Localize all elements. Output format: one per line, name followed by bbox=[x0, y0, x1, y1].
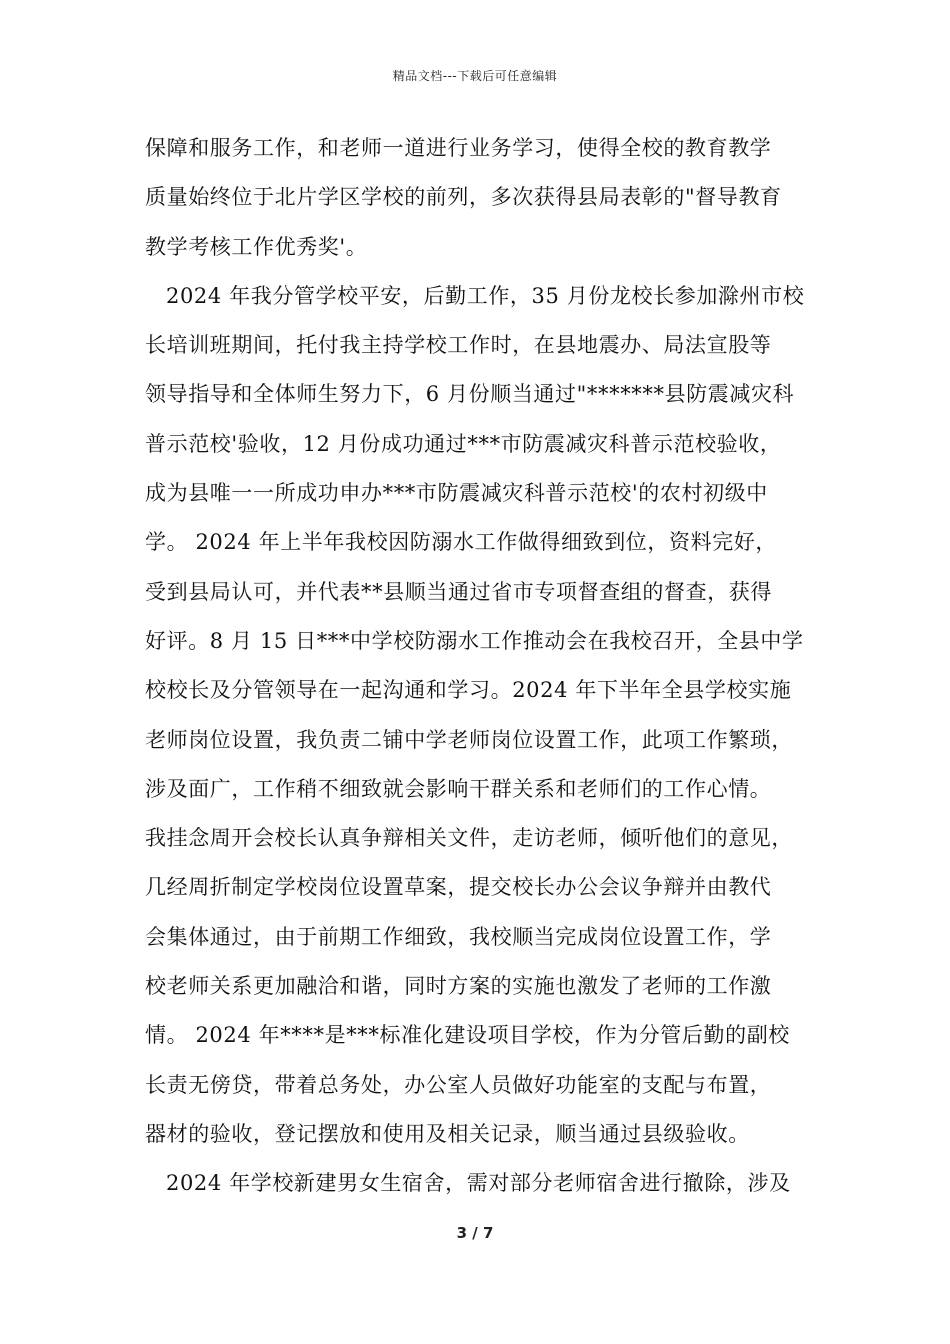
paragraph-start-line: 2024 年学校新建男女生宿舍，需对部分老师宿舍进行撤除，涉及 bbox=[166, 1171, 791, 1196]
text-line: 涉及面广，工作稍不细致就会影响干群关系和老师们的工作心情。 bbox=[145, 776, 772, 801]
paragraph-start-line: 2024 年我分管学校平安，后勤工作，35 月份龙校长参加滁州市校 bbox=[166, 283, 805, 308]
text-line: 教学考核工作优秀奖'。 bbox=[145, 234, 368, 259]
document-body bbox=[145, 124, 825, 1209]
text-line: 我挂念周开会校长认真争辩相关文件，走访老师，倾听他们的意见， bbox=[145, 826, 793, 851]
text-line: 学。 2024 年上半年我校因防溺水工作做得细致到位，资料完好， bbox=[145, 530, 777, 555]
text-line: 领导指导和全体师生努力下，6 月份顺当通过"*******县防震减灾科 bbox=[145, 382, 795, 407]
text-line: 校老师关系更加融洽和谐，同时方案的实施也激发了老师的工作激 bbox=[145, 974, 772, 999]
text-line: 受到县局认可，并代表**县顺当通过省市专项督查组的督查，获得 bbox=[145, 579, 772, 604]
text-line: 质量始终位于北片学区学校的前列，多次获得县局表彰的"督导教育 bbox=[145, 185, 782, 210]
text-line: 几经周折制定学校岗位设置草案，提交校长办公会议争辩并由教代 bbox=[145, 875, 772, 900]
page-number: 3 / 7 bbox=[456, 1224, 494, 1242]
text-line: 长责无傍贷，带着总务处，办公室人员做好功能室的支配与布置， bbox=[145, 1072, 772, 1097]
text-line: 器材的验收，登记摆放和使用及相关记录，顺当通过县级验收。 bbox=[145, 1121, 750, 1146]
text-line: 保障和服务工作，和老师一道进行业务学习，使得全校的教育教学 bbox=[145, 136, 772, 160]
text-line: 长培训班期间，托付我主持学校工作时，在县地震办、局法宣股等 bbox=[145, 333, 772, 358]
page-header: 精品文档---下载后可任意编辑 bbox=[392, 69, 558, 83]
text-line: 普示范校'验收，12 月份成功通过***市防震减灾科普示范校验收， bbox=[145, 431, 782, 456]
text-line: 校校长及分管领导在一起沟通和学习。2024 年下半年全县学校实施 bbox=[145, 678, 792, 703]
text-line: 好评。8 月 15 日***中学校防溺水工作推动会在我校召开，全县中学 bbox=[145, 628, 804, 653]
text-line: 会集体通过，由于前期工作细致，我校顺当完成岗位设置工作，学 bbox=[145, 924, 772, 949]
text-line: 成为县唯一一所成功申办***市防震减灾科普示范校'的农村初级中 bbox=[145, 481, 768, 506]
text-line: 老师岗位设置，我负责二铺中学老师岗位设置工作，此项工作繁琐， bbox=[145, 727, 793, 752]
text-line: 情。 2024 年****是***标准化建设项目学校，作为分管后勤的副校 bbox=[145, 1023, 790, 1048]
